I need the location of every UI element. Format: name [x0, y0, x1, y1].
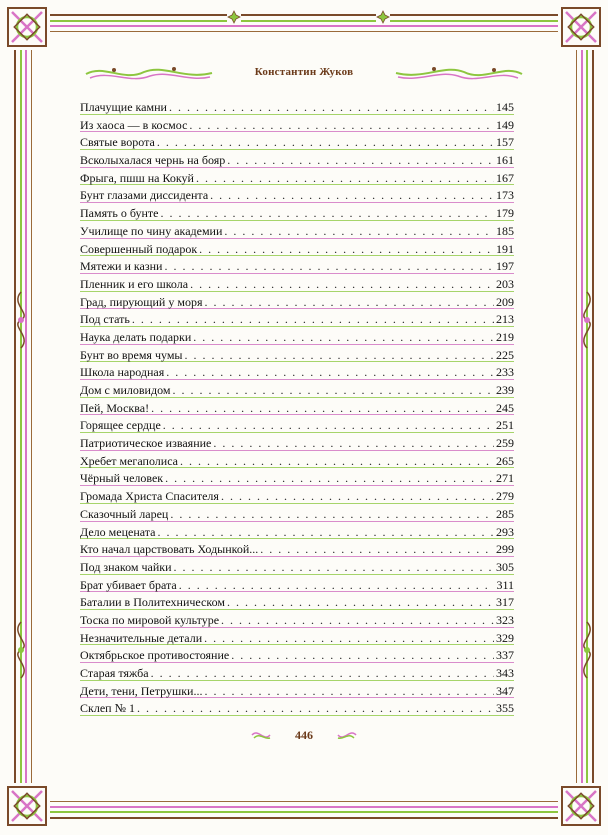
toc-entry-title: Патриотическое изваяние	[80, 436, 212, 451]
toc-entry-title: Громада Христа Спасителя	[80, 489, 219, 504]
toc-entry-title: Бунт глазами диссидента	[80, 188, 209, 203]
celtic-knot-corner-icon	[558, 783, 604, 829]
toc-entry	[80, 312, 514, 330]
toc-entry-title: Под стать	[80, 312, 130, 327]
toc-dot-leader	[221, 489, 494, 504]
toc-entry-title: Незначительные детали	[80, 630, 203, 645]
toc-entry-title: Брат убивает брата	[80, 577, 177, 592]
toc-entry	[80, 188, 514, 206]
toc-dot-leader	[193, 330, 494, 345]
toc-entry-page: 197	[496, 259, 514, 274]
toc-dot-leader	[210, 188, 494, 203]
toc-entry-page: 191	[496, 241, 514, 256]
side-vine-ornament-icon	[6, 620, 36, 680]
toc-entry-page: 209	[496, 294, 514, 309]
table-of-contents	[80, 100, 514, 719]
toc-entry-title: Пленник и его школа	[80, 276, 189, 291]
toc-entry-page: 149	[496, 117, 514, 132]
toc-dot-leader	[160, 206, 494, 221]
toc-entry-title: Под знаком чайки	[80, 559, 172, 574]
toc-entry	[80, 666, 514, 684]
toc-entry-title: Святые ворота	[80, 135, 155, 150]
toc-dot-leader	[199, 242, 494, 257]
toc-entry-title: Память о бунте	[80, 206, 159, 221]
toc-entry-title: Тоска по мировой культуре	[80, 612, 220, 627]
toc-dot-leader	[221, 613, 494, 628]
toc-entry	[80, 560, 514, 578]
side-vine-ornament-icon	[572, 620, 602, 680]
toc-entry	[80, 418, 514, 436]
toc-entry-page: 337	[496, 648, 514, 663]
toc-entry-title: Мятежи и казни	[80, 259, 163, 274]
toc-dot-leader	[164, 259, 494, 274]
toc-entry-title: Бунт во время чумы	[80, 347, 183, 362]
toc-entry-page: 225	[496, 347, 514, 362]
running-header	[80, 62, 528, 86]
toc-dot-leader	[157, 135, 494, 150]
toc-dot-leader	[172, 383, 494, 398]
toc-entry-page: 245	[496, 400, 514, 415]
toc-dot-leader	[204, 684, 494, 699]
toc-entry	[80, 348, 514, 366]
toc-entry-page: 239	[496, 383, 514, 397]
footer-leaf-ornament-icon	[336, 728, 358, 742]
toc-entry-title: Пей, Москва!	[80, 400, 150, 415]
toc-dot-leader	[169, 100, 494, 115]
toc-entry	[80, 489, 514, 507]
toc-entry	[80, 100, 514, 118]
toc-dot-leader	[179, 578, 495, 593]
toc-entry-page: 203	[496, 276, 514, 291]
celtic-knot-corner-icon	[558, 4, 604, 50]
toc-entry	[80, 613, 514, 631]
toc-entry	[80, 542, 514, 560]
toc-entry	[80, 224, 514, 242]
toc-dot-leader	[213, 436, 494, 451]
toc-entry-title: Сказочный ларец	[80, 506, 169, 521]
toc-dot-leader	[165, 471, 494, 486]
toc-entry	[80, 684, 514, 702]
toc-entry-page: 317	[496, 595, 514, 610]
toc-entry-page: 185	[496, 223, 514, 238]
toc-dot-leader	[151, 666, 494, 681]
toc-entry	[80, 365, 514, 383]
toc-entry-title: Октябрьское противостояние	[80, 648, 230, 663]
toc-dot-leader	[132, 312, 494, 327]
toc-entry-page: 305	[496, 559, 514, 574]
toc-entry-title: Дело мецената	[80, 524, 156, 539]
toc-entry-title: Баталии в Политехническом	[80, 595, 225, 610]
toc-entry-page: 219	[496, 329, 514, 344]
toc-entry-page: 265	[496, 453, 514, 468]
toc-entry	[80, 454, 514, 472]
toc-entry	[80, 171, 514, 189]
toc-entry-page: 233	[496, 365, 514, 380]
toc-dot-leader	[227, 153, 494, 168]
toc-entry-title: Горящее сердце	[80, 418, 161, 433]
toc-dot-leader	[180, 454, 494, 469]
side-vine-ornament-icon	[6, 290, 36, 350]
toc-dot-leader	[196, 171, 494, 186]
toc-dot-leader	[260, 542, 494, 557]
toc-entry-title: Град, пирующий у моря	[80, 294, 203, 309]
toc-entry	[80, 595, 514, 613]
toc-entry	[80, 578, 514, 596]
toc-entry-page: 279	[496, 489, 514, 504]
toc-entry-title: Хребет мегаполиса	[80, 453, 178, 468]
toc-entry-title: Наука делать подарки	[80, 329, 192, 344]
author-name: Константин Жуков	[254, 66, 354, 78]
toc-entry-page: 343	[496, 666, 514, 680]
toc-entry	[80, 631, 514, 649]
toc-entry-page: 259	[496, 436, 514, 451]
toc-entry-page: 299	[496, 542, 514, 557]
toc-dot-leader	[157, 525, 494, 540]
toc-entry-page: 179	[496, 206, 514, 221]
toc-entry-title: Дом с миловидом	[80, 383, 171, 397]
toc-entry	[80, 525, 514, 543]
toc-dot-leader	[137, 701, 494, 716]
header-flourish-right-icon	[394, 62, 524, 84]
toc-entry-page: 167	[496, 170, 514, 185]
toc-entry	[80, 259, 514, 277]
toc-entry-page: 271	[496, 471, 514, 486]
toc-dot-leader	[224, 224, 494, 239]
toc-entry-page: 329	[496, 630, 514, 645]
toc-entry	[80, 436, 514, 454]
toc-entry	[80, 383, 514, 401]
toc-entry	[80, 153, 514, 171]
toc-entry-title: Дети, тени, Петрушки...	[80, 683, 203, 698]
toc-entry	[80, 648, 514, 666]
toc-entry-page: 311	[496, 577, 514, 592]
toc-entry	[80, 295, 514, 313]
toc-entry-page: 347	[496, 683, 514, 698]
toc-entry-title: Всколыхалася чернь на бояр	[80, 153, 226, 168]
toc-entry-title: Чёрный человек	[80, 471, 164, 486]
toc-dot-leader	[190, 277, 494, 292]
toc-entry-page: 251	[496, 418, 514, 433]
toc-entry-title: Совершенный подарок	[80, 241, 198, 256]
toc-entry-page: 355	[496, 701, 514, 716]
toc-entry	[80, 135, 514, 153]
toc-entry	[80, 701, 514, 719]
page-footer	[220, 726, 388, 746]
toc-entry-page: 145	[496, 100, 514, 114]
toc-dot-leader	[189, 118, 494, 133]
cross-ornament-icon	[376, 10, 390, 24]
toc-entry-title: Школа народная	[80, 365, 165, 380]
toc-dot-leader	[204, 631, 494, 646]
toc-dot-leader	[166, 365, 494, 380]
toc-dot-leader	[151, 401, 494, 416]
celtic-knot-corner-icon	[4, 783, 50, 829]
toc-entry	[80, 242, 514, 260]
toc-entry	[80, 471, 514, 489]
toc-dot-leader	[227, 595, 494, 610]
toc-entry-page: 157	[496, 135, 514, 150]
toc-entry-page: 173	[496, 188, 514, 203]
toc-dot-leader	[170, 507, 494, 522]
toc-entry-title: Кто начал царствовать Ходынкой...	[80, 542, 259, 557]
toc-dot-leader	[184, 348, 494, 363]
toc-dot-leader	[204, 295, 494, 310]
toc-dot-leader	[163, 418, 494, 433]
toc-entry	[80, 330, 514, 348]
celtic-knot-corner-icon	[4, 4, 50, 50]
side-vine-ornament-icon	[572, 290, 602, 350]
toc-entry	[80, 277, 514, 295]
toc-entry-title: Старая тяжба	[80, 666, 149, 680]
toc-entry-title: Фрыга, пшш на Кокуй	[80, 170, 194, 185]
toc-entry-page: 213	[496, 312, 514, 327]
toc-entry	[80, 118, 514, 136]
toc-entry-page: 323	[496, 612, 514, 627]
page-number: 446	[295, 728, 313, 742]
toc-dot-leader	[174, 560, 494, 575]
toc-entry-page: 285	[496, 506, 514, 521]
toc-entry-page: 293	[496, 524, 514, 539]
toc-dot-leader	[231, 648, 494, 663]
toc-entry-title: Склеп № 1	[80, 701, 136, 716]
toc-entry	[80, 401, 514, 419]
toc-entry	[80, 507, 514, 525]
toc-entry	[80, 206, 514, 224]
toc-entry-title: Из хаоса — в космос	[80, 117, 188, 132]
toc-entry-title: Плачущие камни	[80, 100, 167, 114]
toc-entry-title: Училище по чину академии	[80, 223, 223, 238]
toc-entry-page: 161	[496, 153, 514, 168]
cross-ornament-icon	[227, 10, 241, 24]
